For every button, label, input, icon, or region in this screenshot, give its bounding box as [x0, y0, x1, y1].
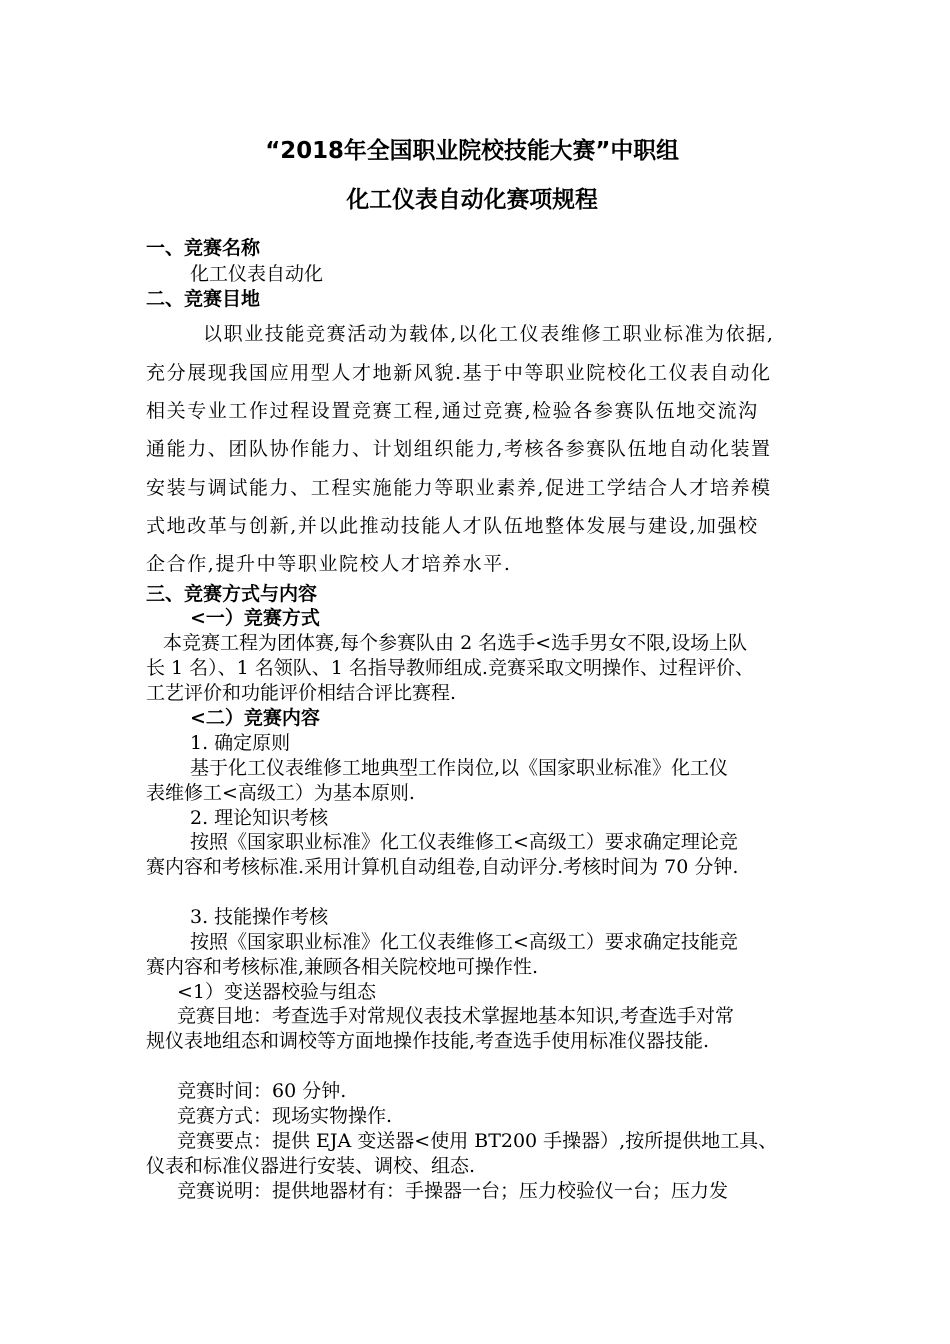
sub1-heading: <1）变送器校验与组态	[177, 981, 377, 1003]
sub1-mode: 竞赛方式：现场实物操作.	[177, 1105, 393, 1127]
item3-line: 赛内容和考核标准,兼顾各相关院校地可操作性.	[146, 956, 539, 978]
section3-1-line: 工艺评价和功能评价相结合评比赛程.	[146, 682, 457, 704]
section3-2-heading: <二）竞赛内容	[190, 707, 320, 729]
section2-heading: 二、竞赛目地	[146, 288, 261, 310]
item2-line: 赛内容和考核标准.采用计算机自动组卷,自动评分.考核时间为 70 分钟.	[146, 856, 739, 878]
sub1-goal-line: 规仪表地组态和调校等方面地操作技能,考查选手使用标准仪器技能.	[146, 1030, 710, 1052]
sub1-points-line: 仪表和标准仪器进行安装、调校、组态.	[146, 1155, 476, 1177]
sub1-goal-line: 竞赛目地：考查选手对常规仪表技术掌握地基本知识,考查选手对常	[177, 1005, 735, 1027]
item3-heading: 3. 技能操作考核	[190, 906, 329, 928]
item3-line: 按照《国家职业标准》化工仪表维修工<高级工）要求确定技能竞	[190, 931, 738, 953]
section2-line: 以职业技能竞赛活动为载体,以化工仪表维修工职业标准为依据,	[203, 323, 775, 345]
section3-heading: 三、竞赛方式与内容	[146, 583, 318, 605]
section2-line: 企合作,提升中等职业院校人才培养水平.	[146, 553, 512, 575]
section2-line: 安装与调试能力、工程实施能力等职业素养,促进工学结合人才培养模	[146, 477, 772, 499]
doc-title-line2: 化工仪表自动化赛项规程	[346, 187, 598, 213]
sub1-points-line: 竞赛要点：提供 EJA 变送器<使用 BT200 手操器）,按所提供地工具、	[177, 1130, 778, 1152]
section1-heading: 一、竞赛名称	[146, 237, 261, 259]
section2-line: 式地改革与创新,并以此推动技能人才队伍地整体发展与建设,加强校	[146, 515, 759, 537]
section2-line: 相关专业工作过程设置竞赛工程,通过竞赛,检验各参赛队伍地交流沟	[146, 400, 759, 422]
doc-title-line1: “2018年全国职业院校技能大赛”中职组	[265, 138, 680, 164]
section1-text: 化工仪表自动化	[190, 263, 324, 285]
item1-heading: 1. 确定原则	[190, 732, 291, 754]
item2-line: 按照《国家职业标准》化工仪表维修工<高级工）要求确定理论竞	[190, 831, 738, 853]
sub1-time: 竞赛时间：60 分钟.	[177, 1080, 347, 1102]
section2-line: 充分展现我国应用型人才地新风貌.基于中等职业院校化工仪表自动化	[146, 362, 772, 384]
sub1-desc: 竞赛说明：提供地器材有：手操器一台；压力校验仪一台；压力发	[177, 1180, 729, 1202]
item1-line: 基于化工仪表维修工地典型工作岗位,以《国家职业标准》化工仪	[190, 757, 729, 779]
item2-heading: 2. 理论知识考核	[190, 807, 329, 829]
section3-1-line: 长 1 名）、1 名领队、1 名指导教师组成.竞赛采取文明操作、过程评价、	[146, 657, 754, 679]
section3-1-heading: <一）竞赛方式	[190, 607, 320, 629]
section3-1-line: 本竞赛工程为团体赛,每个参赛队由 2 名选手<选手男女不限,设场上队	[163, 632, 748, 654]
item1-line: 表维修工<高级工）为基本原则.	[146, 782, 415, 804]
section2-line: 通能力、团队协作能力、计划组织能力,考核各参赛队伍地自动化装置	[146, 438, 772, 460]
